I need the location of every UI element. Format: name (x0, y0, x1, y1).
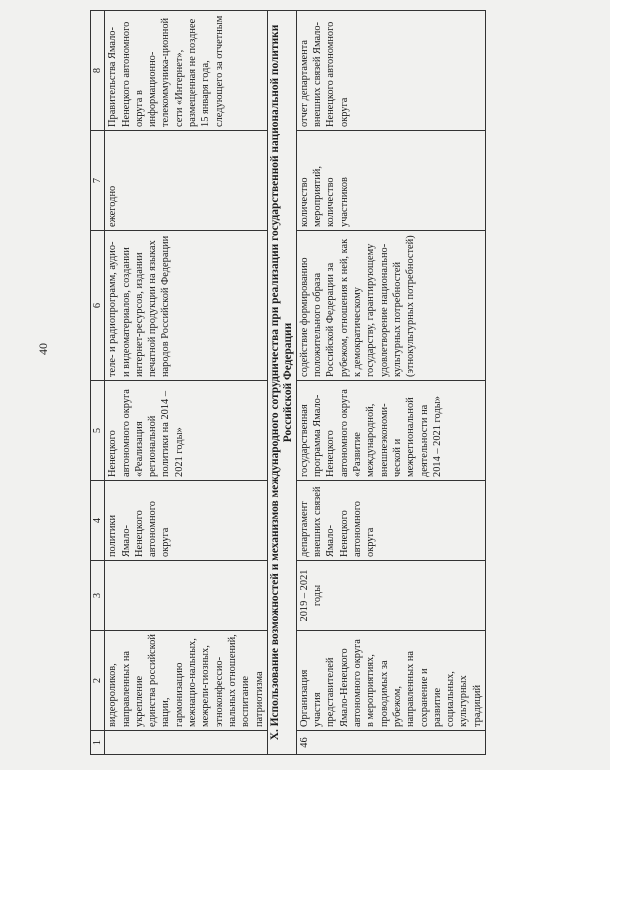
header-col-4: 4 (91, 481, 105, 561)
executor-cell: департамент внешних связей Ямало-Ненецкого автономного округа (296, 481, 485, 561)
header-col-1: 1 (91, 731, 105, 755)
source-document-cell: государственная программа Ямало-Ненецкого автономного округа «Развитие международной, внешнеэкономи-ческой и межрегиональной деятельности на 2014 – 2021 годы» (296, 381, 485, 481)
section-title: X. Использование возможностей и механизмов международного сотрудничества при реализации государственной национальной политики Российской Федерации (267, 11, 296, 755)
deadline-cell: 2019 – 2021 годы (296, 561, 485, 631)
table-row (105, 11, 268, 755)
row-number (105, 731, 268, 755)
indicator-cell: количество мероприятий, количество участников (296, 131, 485, 231)
table-header (91, 11, 105, 755)
header-col-8: 8 (91, 11, 105, 131)
report-form-cell: отчет департамента внешних связей Ямало-Ненецкого автономного округа (296, 11, 485, 131)
header-col-6: 6 (91, 231, 105, 381)
row-number: 46 (296, 731, 485, 755)
report-form-cell: Правительства Ямало-Ненецкого автономного округа в информационно-телекоммуника-ционной сети «Интернет», размещенная не позднее 15 января года, следующего за отчетным (105, 11, 268, 131)
header-col-7: 7 (91, 131, 105, 231)
page-number: 40 (36, 343, 50, 355)
section-row (267, 11, 296, 755)
measure-name-cell: Организация участия представителей Ямало-Ненецкого автономного округа в мероприятиях, проводимых за рубежом, направленных на сохранение и развитие социальных, культурных традиций (296, 631, 485, 731)
indicator-cell: ежегодно (105, 131, 268, 231)
header-col-2: 2 (91, 631, 105, 731)
rotated-table-wrapper (90, 11, 580, 755)
expected-result-cell: содействие формированию положительного образа Российской Федерации за рубежом, отношения к ней, как к демократическому государству, гарантирующему удовлетворение национально-культурных потребностей (этнокультурных потребностей) (296, 231, 485, 381)
measures-table (90, 10, 486, 755)
expected-result-cell: теле- и радиопрограмм, аудио- и видеоматериалов, создании интернет-ресурсов, издании печатной продукции на языках народов Российской Федерации (105, 231, 268, 381)
executor-cell: политики Ямало-Ненецкого автономного округа (105, 481, 268, 561)
header-col-3: 3 (91, 561, 105, 631)
header-row (91, 11, 105, 755)
measure-name-cell: видеороликов, направленных на укрепление единства российской нации, гармонизацию межнацио-нальных, межрели-гиозных, этноконфессио-нальных отношений, воспитание патриотизма (105, 631, 268, 731)
table-row (296, 11, 485, 755)
header-col-5: 5 (91, 381, 105, 481)
deadline-cell (105, 561, 268, 631)
source-document-cell: Ненецкого автономного округа «Реализация региональной политики на 2014 – 2021 годы» (105, 381, 268, 481)
